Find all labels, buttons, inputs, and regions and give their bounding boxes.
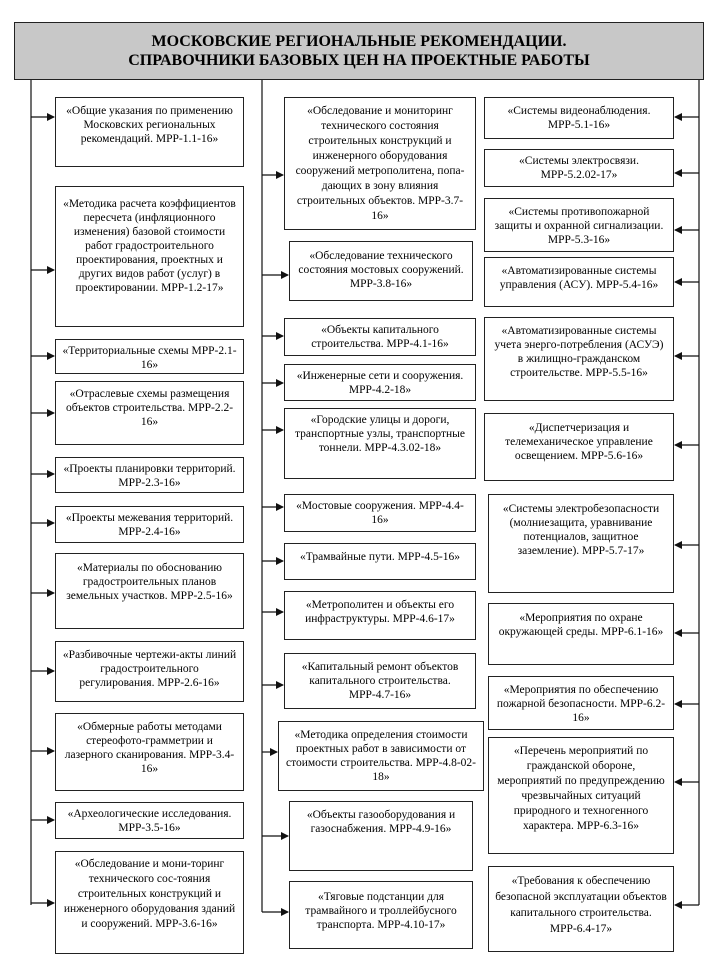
node-mrr-3-4: «Обмерные работы методами стереофото-грамметрии и лазерного сканирования. МРР-3.4-16» [55, 713, 244, 791]
node-mrr-2-2: «Отраслевые схемы размещения объектов строительства. МРР-2.2-16» [55, 381, 244, 445]
node-mrr-2-3: «Проекты планировки территорий. МРР-2.3-16» [55, 457, 244, 493]
node-mrr-5-5: «Автоматизированные системы учета энерго-потребления (АСУЭ) в жилищно-гражданском строительстве. МРР-5.5-16» [484, 317, 674, 401]
node-mrr-3-8: «Обследование технического состояния мостовых сооружений. МРР-3.8-16» [289, 241, 473, 301]
node-mrr-4-2: «Инженерные сети и сооружения. МРР-4.2-18» [284, 364, 476, 401]
node-mrr-5-1: «Системы видеонаблюдения. МРР-5.1-16» [484, 97, 674, 139]
node-mrr-4-1: «Объекты капитального строительства. МРР-4.1-16» [284, 318, 476, 356]
node-mrr-3-6: «Обследование и мони-торинг технического сос-тояния строительных конструкций и инженерного оборудования зданий и сооружений. МРР-3.6-16» [55, 851, 244, 954]
node-mrr-4-4: «Мостовые сооружения. МРР-4.4-16» [284, 494, 476, 532]
title-line-2: СПРАВОЧНИКИ БАЗОВЫХ ЦЕН НА ПРОЕКТНЫЕ РАБОТЫ [128, 52, 590, 69]
node-mrr-5-4: «Автоматизированные системы управления (АСУ). МРР-5.4-16» [484, 257, 674, 307]
node-mrr-2-6: «Разбивочные чертежи-акты линий градостроительного регулирования. МРР-2.6-16» [55, 641, 244, 702]
node-mrr-4-7: «Капитальный ремонт объектов капитального строительства. МРР-4.7-16» [284, 653, 476, 709]
node-mrr-1-1: «Общие указания по применению Московских региональных рекомендаций. МРР-1.1-16» [55, 97, 244, 167]
node-mrr-4-10: «Тяговые подстанции для трамвайного и троллейбусного транспорта. МРР-4.10-17» [289, 881, 473, 949]
node-mrr-6-2: «Мероприятия по обеспечению пожарной безопасности. МРР-6.2-16» [488, 676, 674, 730]
node-mrr-2-4: «Проекты межевания территорий. МРР-2.4-16» [55, 506, 244, 543]
node-mrr-5-7: «Системы электробезопасности (молниезащита, уравнивание потенциалов, защитное заземление). МРР-5.7-17» [488, 494, 674, 593]
node-mrr-4-6: «Метрополитен и объекты его инфраструктуры. МРР-4.6-17» [284, 591, 476, 640]
node-mrr-6-3: «Перечень мероприятий по гражданской обороне, мероприятий по предупреждению чрезвычайных ситуаций природного и техногенного характера. МРР-6.3-16» [488, 737, 674, 854]
node-mrr-6-4: «Требования к обеспечению безопасной эксплуатации объектов капитального строительства. МРР-6.4-17» [488, 866, 674, 952]
title-line-1: МОСКОВСКИЕ РЕГИОНАЛЬНЫЕ РЕКОМЕНДАЦИИ. [151, 33, 567, 50]
node-mrr-5-3: «Системы противопожарной защиты и охранной сигнализации. МРР-5.3-16» [484, 198, 674, 252]
diagram-title [14, 22, 704, 80]
node-mrr-1-2: «Методика расчета коэффициентов пересчета (инфляционного изменения) базовой стоимости работ градостроительного проектирования, проектных и других видов работ (услуг) в проектировании. МРР-1.2-17» [55, 186, 244, 327]
node-mrr-3-5: «Археологические исследования. МРР-3.5-16» [55, 802, 244, 839]
node-mrr-4-3: «Городские улицы и дороги, транспортные узлы, транспортные тоннели. МРР-4.3.02-18» [284, 408, 476, 479]
node-mrr-5-6: «Диспетчеризация и телемеханическое управление освещением. МРР-5.6-16» [484, 413, 674, 481]
node-mrr-3-7: «Обследование и мониторинг технического состояния строительных конструкций и инженерного оборудования сооружений метрополитена, попа-дающих в зону влияния строительных объектов. МРР-3.7-16» [284, 97, 476, 230]
node-mrr-4-9: «Объекты газооборудования и газоснабжения. МРР-4.9-16» [289, 801, 473, 871]
node-mrr-4-5: «Трамвайные пути. МРР-4.5-16» [284, 543, 476, 580]
node-mrr-2-1: «Территориальные схемы МРР-2.1-16» [55, 339, 244, 374]
node-mrr-5-2: «Системы электросвязи. МРР-5.2.02-17» [484, 149, 674, 187]
node-mrr-6-1: «Мероприятия по охране окружающей среды. МРР-6.1-16» [488, 603, 674, 665]
node-mrr-4-8: «Методика определения стоимости проектных работ в зависимости от стоимости строительства. МРР-4.8-02-18» [278, 721, 484, 791]
node-mrr-2-5: «Материалы по обоснованию градостроительных планов земельных участков. МРР-2.5-16» [55, 553, 244, 629]
